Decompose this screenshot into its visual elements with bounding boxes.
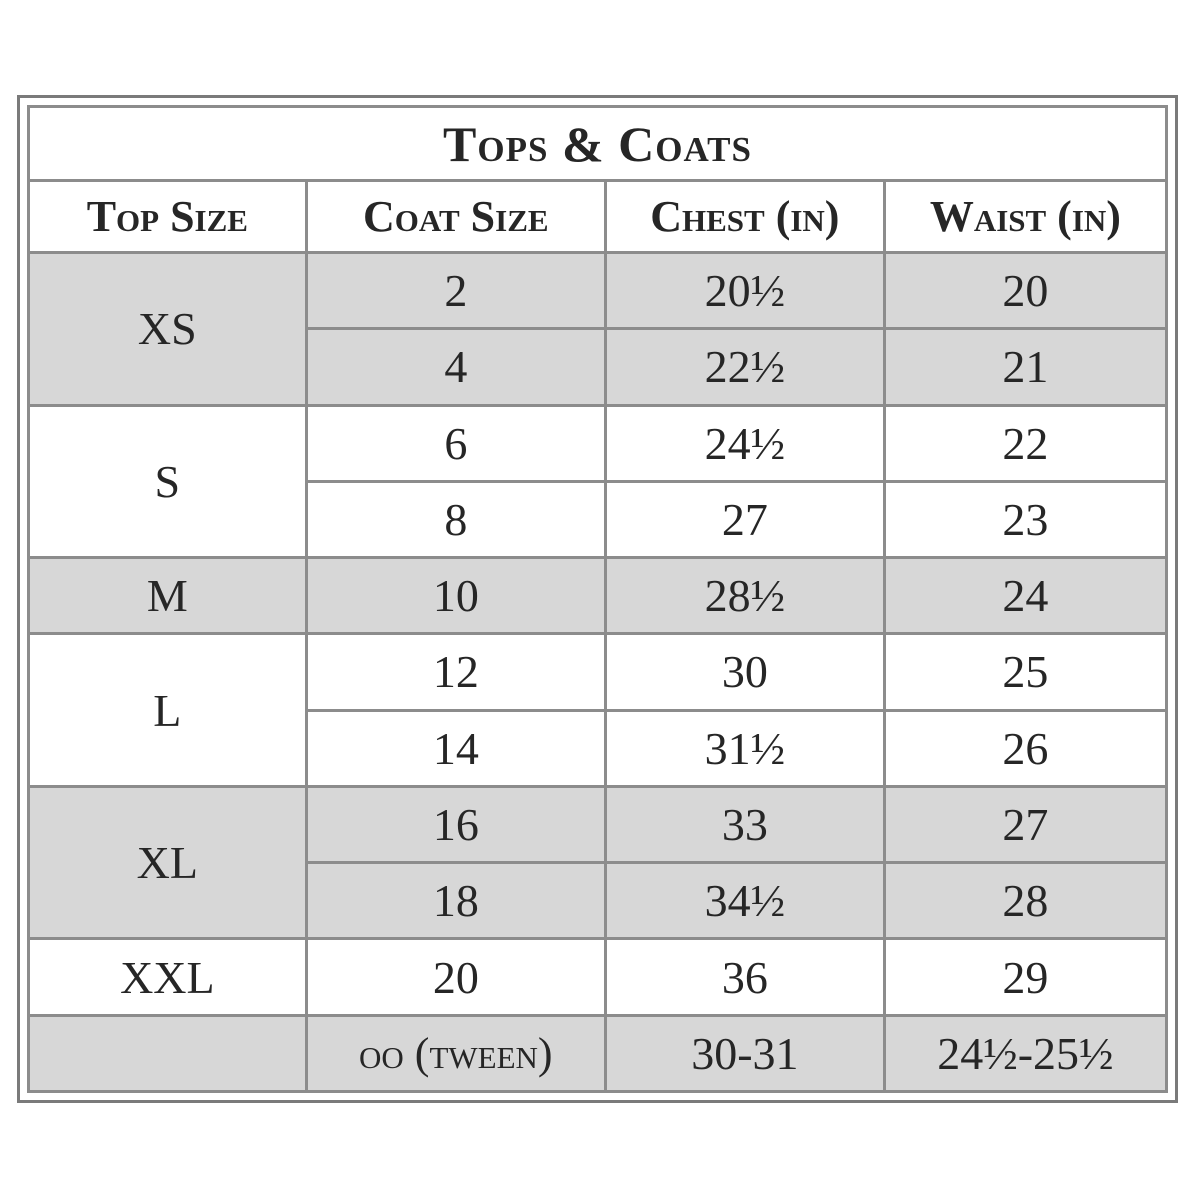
- chest-cell: 36: [605, 939, 884, 1015]
- column-header-waist: Waist (in): [884, 181, 1166, 253]
- chest-cell: 22½: [605, 329, 884, 405]
- coat-size-cell: 10: [306, 558, 605, 634]
- waist-cell: 23: [884, 481, 1166, 557]
- coat-size-cell: 14: [306, 710, 605, 786]
- coat-size-cell: 2: [306, 253, 605, 329]
- top-size-cell: [29, 1015, 307, 1091]
- table-row: [29, 558, 1167, 634]
- chest-cell: 30: [605, 634, 884, 710]
- waist-cell: 28: [884, 863, 1166, 939]
- coat-size-cell: 20: [306, 939, 605, 1015]
- chest-cell: 34½: [605, 863, 884, 939]
- table-row: [29, 253, 1167, 329]
- waist-cell: 26: [884, 710, 1166, 786]
- chest-cell: 30-31: [605, 1015, 884, 1091]
- chest-cell: 27: [605, 481, 884, 557]
- size-chart-frame: [17, 95, 1178, 1103]
- table-row: [29, 634, 1167, 710]
- top-size-cell: XL: [29, 786, 307, 939]
- coat-size-cell: 4: [306, 329, 605, 405]
- table-row: [29, 786, 1167, 862]
- waist-cell: 21: [884, 329, 1166, 405]
- top-size-cell: S: [29, 405, 307, 558]
- top-size-cell: XXL: [29, 939, 307, 1015]
- chest-cell: 33: [605, 786, 884, 862]
- chest-cell: 28½: [605, 558, 884, 634]
- waist-cell: 25: [884, 634, 1166, 710]
- waist-cell: 24½-25½: [884, 1015, 1166, 1091]
- waist-cell: 27: [884, 786, 1166, 862]
- chest-cell: 24½: [605, 405, 884, 481]
- table-row: [29, 939, 1167, 1015]
- coat-size-cell: 12: [306, 634, 605, 710]
- table-title: Tops & Coats: [29, 107, 1167, 181]
- top-size-cell: L: [29, 634, 307, 787]
- size-chart-table: [27, 105, 1168, 1093]
- waist-cell: 22: [884, 405, 1166, 481]
- top-size-cell: M: [29, 558, 307, 634]
- coat-size-cell: 16: [306, 786, 605, 862]
- column-header-chest: Chest (in): [605, 181, 884, 253]
- column-header-top-size: Top Size: [29, 181, 307, 253]
- title-row: [29, 107, 1167, 181]
- chest-cell: 31½: [605, 710, 884, 786]
- chest-cell: 20½: [605, 253, 884, 329]
- coat-size-cell: 8: [306, 481, 605, 557]
- top-size-cell: XS: [29, 253, 307, 406]
- waist-cell: 24: [884, 558, 1166, 634]
- column-header-row: [29, 181, 1167, 253]
- table-row: [29, 1015, 1167, 1091]
- table-row: [29, 405, 1167, 481]
- column-header-coat-size: Coat Size: [306, 181, 605, 253]
- table-body: [29, 253, 1167, 1092]
- coat-size-cell: oo (tween): [306, 1015, 605, 1091]
- coat-size-cell: 6: [306, 405, 605, 481]
- waist-cell: 29: [884, 939, 1166, 1015]
- waist-cell: 20: [884, 253, 1166, 329]
- coat-size-cell: 18: [306, 863, 605, 939]
